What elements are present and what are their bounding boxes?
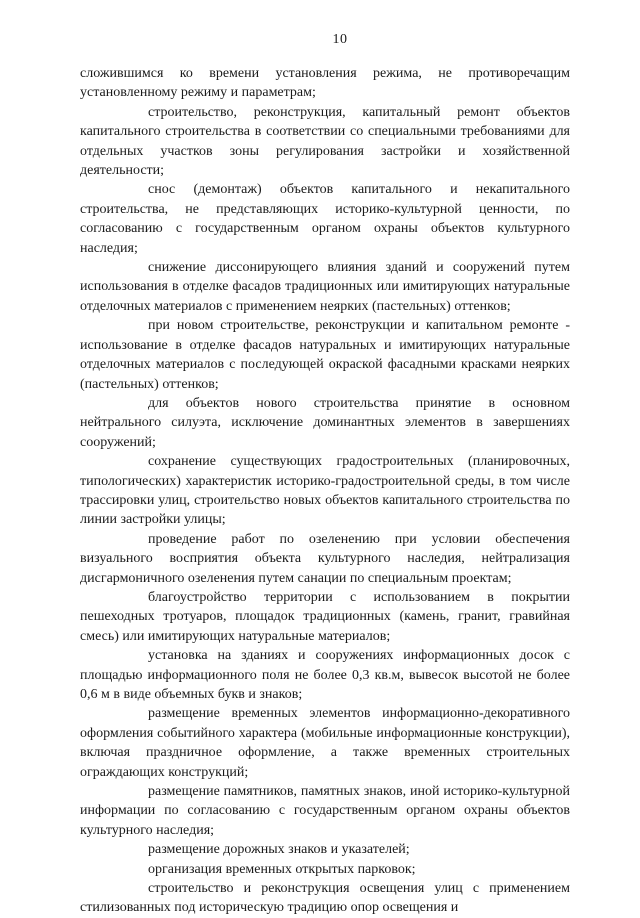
paragraph: сложившимся ко времени установления режима, не противоречащим установленному режиму и параметрам; [80, 66, 570, 101]
paragraph: сохранение существующих градостроительных (планировочных, типологических) характеристик историко-градостроительной среды, в том числе трассировки улиц, строительство новых объектов капитального строительства по линии застройки улицы; [80, 454, 570, 528]
paragraph: размещение памятников, памятных знаков, иной историко-культурной информации по согласованию с государственным органом охраны объектов культурного наследия; [80, 784, 570, 838]
paragraph: проведение работ по озеленению при условии обеспечения визуального восприятия объекта культурного наследия, нейтрализация дисгармоничного озеленения путем санации по специальным проектам; [80, 531, 570, 586]
paragraph: строительство, реконструкция, капитальный ремонт объектов капитального строительства в соответствии со специальными требованиями для отдельных участков зоны регулирования застройки и хозяйственной деятельности; [80, 104, 570, 179]
paragraph: размещение дорожных знаков и указателей; [148, 842, 410, 858]
paragraph: снижение диссонирующего влияния зданий и сооружений путем использования в отделке фасадов традиционных или имитирующих натуральные отделочных материалов с применением неярких (пастельных) оттенков; [80, 260, 570, 314]
paragraph: для объектов нового строительства принятие в основном нейтрального силуэта, исключение доминантных элементов в завершениях сооружений; [80, 395, 570, 450]
paragraph: строительство и реконструкция освещения улиц с применением стилизованных под историческую традицию опор освещения и [80, 881, 570, 916]
paragraph: размещение временных элементов информационно-декоративного оформления событийного характера (мобильные информационные конструкции), включая праздничное оформление, а также временных строительных ограждающих конструкций; [80, 706, 570, 780]
paragraph: установка на зданиях и сооружениях информационных досок с площадью информационного поля не более 0,3 кв.м, вывесок высотой не более 0,6 м в виде объемных букв и знаков; [80, 648, 570, 702]
page-number: 10 [332, 32, 348, 47]
paragraph: организация временных открытых парковок; [148, 861, 416, 877]
paragraph: снос (демонтаж) объектов капитального и некапитального строительства, не представляющих историко-культурной ценности, по согласованию с государственным органом охраны объектов культурного наследия; [80, 182, 570, 256]
document-body [80, 64, 570, 918]
paragraph: благоустройство территории с использованием в покрытии пешеходных тротуаров, площадок традиционных (камень, гранит, гравийная смесь) или имитирующих натуральные материалов; [80, 589, 570, 644]
paragraph: при новом строительстве, реконструкции и капитальном ремонте - использование в отделке фасадов натуральных и имитирующих натуральные отделочных материалов с последующей окраской фасадными красками неярких (пастельных) оттенков; [80, 318, 570, 392]
